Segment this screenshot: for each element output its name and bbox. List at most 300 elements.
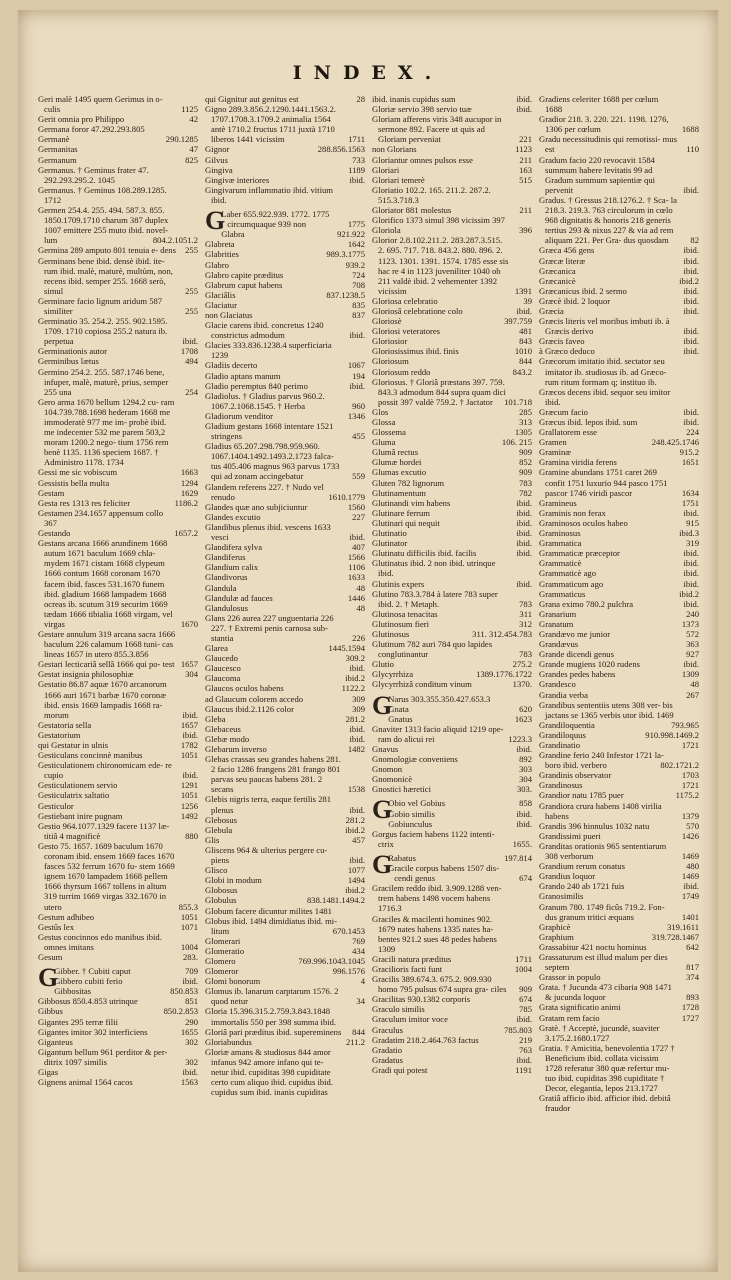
index-entry	[205, 704, 365, 714]
entry-page-ref: 211.2	[345, 1036, 365, 1047]
entry-page-ref: ibid.	[182, 729, 198, 740]
entry-term: Grassaturum est illud malum per dies septem	[539, 951, 668, 973]
index-entry	[205, 663, 365, 673]
entry-term: Glos	[372, 406, 389, 417]
entry-page-ref: 893	[686, 992, 699, 1003]
entry-term: Grandiloquentia	[539, 719, 595, 730]
entry-term: Glutinosum fieri	[372, 618, 430, 629]
index-entry	[205, 724, 365, 734]
entry-term: Glaciatur	[205, 299, 237, 310]
entry-term: Gloriosum	[372, 356, 409, 367]
index-entry	[539, 629, 699, 639]
entry-term: Græcanicus ibid. 2 sermo	[539, 285, 627, 296]
entry-term: Gracile corpus habens 1507 dis- cendi genus	[388, 863, 499, 884]
entry-term: Globulus	[205, 895, 237, 906]
index-entry	[205, 482, 365, 502]
entry-page-ref: 783	[519, 598, 532, 609]
entry-page-ref: ibid.3	[679, 528, 699, 539]
entry-page-ref: 1186.2	[174, 497, 198, 508]
entry-page-ref: 844	[519, 356, 532, 367]
entry-page-ref: 1067	[347, 360, 365, 371]
index-entry	[38, 165, 198, 185]
index-entry	[539, 306, 699, 316]
entry-term: Glebas crassas seu grandes habens 281. 2 facio 1286 frangens 281 frango 801 parvas seu paucas habens 281. 2 secans	[205, 754, 342, 795]
index-entry	[539, 195, 699, 245]
entry-term: Granosimilis	[539, 891, 584, 902]
entry-term: Globus ibid. 1494 dimidiatus ibid. mi- litum	[205, 915, 338, 936]
entry-page-ref: 1492	[180, 810, 198, 821]
index-entry	[372, 964, 532, 974]
entry-term: Græcis literis vel moribus imbuti ib. à Græcis derivo	[539, 316, 670, 337]
index-entry	[539, 891, 699, 901]
entry-term: Gigas	[38, 1067, 59, 1077]
entry-page-ref: ibid.	[349, 174, 365, 185]
entry-page-ref: ibid.	[182, 1067, 198, 1077]
entry-page-ref: 194	[352, 370, 365, 381]
index-entry	[372, 974, 532, 994]
entry-term: Glacie carens ibid. concretus 1240 constrictus admodum	[205, 320, 324, 341]
entry-term: Gloriola	[372, 225, 401, 236]
index-entry	[372, 144, 532, 154]
entry-page-ref: 211	[519, 205, 532, 216]
entry-term: Germinibus lætus	[38, 356, 99, 367]
entry-term: Gratam rem facio	[539, 1012, 600, 1023]
entry-page-ref: ibid.	[683, 346, 699, 357]
entry-term: Gibber. † Cubiti caput	[54, 966, 131, 977]
entry-term: Gestatoria sella	[38, 719, 92, 730]
entry-term: Grata. † Jucunda 473 cibaria 908 1471 & jucunda loquor	[539, 982, 672, 1003]
index-entry	[539, 1043, 699, 1093]
entry-page-ref: 1633	[347, 572, 365, 583]
index-entry	[372, 427, 532, 437]
entry-term: Grata significatio animi	[539, 1002, 621, 1013]
index-entry	[539, 134, 699, 154]
entry-term: Gradatio	[372, 1044, 403, 1055]
entry-term: Grande dicendi genus	[539, 649, 614, 660]
index-entry	[372, 809, 532, 819]
entry-term: Glutinari qui nequit	[372, 517, 440, 528]
index-entry	[372, 679, 532, 689]
entry-term: Glebaceus	[205, 723, 241, 734]
entry-term: Glebæ modo	[205, 733, 250, 744]
index-entry	[539, 417, 699, 427]
entry-term: Gloriosa celebratio	[372, 295, 438, 306]
entry-page-ref: 1749	[681, 891, 699, 902]
index-entry	[205, 229, 365, 239]
entry-page-ref: 1538	[347, 784, 365, 795]
entry-page-ref: ibid.	[349, 663, 365, 674]
entry-term: Glutinum 782 auri 784 quo lapides conglutinantur	[372, 639, 493, 660]
index-entry	[372, 316, 532, 326]
entry-page-ref: 1727	[681, 1012, 699, 1023]
entry-page-ref: ibid.	[683, 305, 699, 316]
entry-page-ref: 1077	[347, 865, 365, 876]
entry-term: Germinans bene ibid. densè ibid. ite- rum ibid. malè, maturè, multùm, non, recens ibid. semper 255. 1668 serò, simul	[38, 255, 173, 296]
entry-term: Glomus ib. lanarum carptarum 1576. 2 quod netur	[205, 986, 339, 1007]
index-entry	[539, 649, 699, 659]
entry-term: Glutinis expers	[372, 578, 425, 589]
entry-term: Gilvus	[205, 154, 228, 165]
index-entry	[372, 326, 532, 336]
entry-page-ref: 48	[356, 602, 365, 613]
entry-page-ref: ibid.	[182, 976, 198, 987]
index-entry	[539, 972, 699, 982]
entry-page-ref: ibid.	[516, 744, 532, 754]
index-entry	[539, 780, 699, 790]
index-entry	[205, 562, 365, 572]
entry-page-ref: 106. 215	[501, 437, 532, 448]
entry-term: Granarium	[539, 608, 577, 619]
entry-page-ref: ibid.	[516, 94, 532, 104]
index-entry	[372, 488, 532, 498]
entry-page-ref: 226	[352, 632, 365, 643]
index-entry	[539, 579, 699, 589]
entry-term: Glandes quæ ano subjiciuntur	[205, 501, 308, 512]
entry-term: Gloriari	[372, 164, 400, 175]
index-entry	[38, 508, 198, 528]
entry-term: Grallatorem esse	[539, 427, 597, 438]
index-entry	[372, 306, 532, 316]
entry-page-ref: 674	[519, 873, 532, 884]
index-entry	[539, 296, 699, 306]
index-entry	[205, 260, 365, 270]
index-entry	[372, 367, 532, 377]
entry-term: Grandævus	[539, 639, 579, 650]
index-entry	[372, 114, 532, 144]
entry-page-ref: 1782	[180, 740, 198, 750]
index-entry	[205, 175, 365, 185]
index-entry	[205, 421, 365, 441]
index-entry	[372, 954, 532, 964]
entry-page-ref: 302	[185, 1056, 198, 1067]
index-entry	[205, 916, 365, 936]
entry-page-ref: ibid.	[349, 723, 365, 734]
index-entry	[539, 740, 699, 750]
entry-page-ref: ibid.	[683, 285, 699, 296]
index-entry	[205, 391, 365, 411]
index-entry	[372, 883, 532, 913]
index-entry	[38, 720, 198, 730]
index-entry	[205, 320, 365, 340]
index-entry	[539, 700, 699, 720]
entry-page-ref: 1469	[681, 851, 699, 862]
index-entry	[539, 821, 699, 831]
entry-term: Gibbero cubiti ferio	[54, 976, 123, 987]
index-entry	[539, 498, 699, 508]
index-entry	[38, 932, 198, 952]
index-entry	[539, 336, 699, 346]
entry-page-ref: 892	[519, 754, 532, 765]
index-entry	[539, 568, 699, 578]
entry-page-ref: 572	[686, 628, 699, 639]
entry-page-ref: 281.2	[345, 713, 365, 724]
entry-page-ref: 1256	[180, 800, 198, 811]
entry-page-ref: 275.2	[512, 659, 532, 670]
entry-term: Gleba	[205, 713, 226, 724]
entry-page-ref: 1708	[180, 346, 198, 357]
index-entry	[539, 841, 699, 861]
index-entry	[38, 538, 198, 629]
index-entry	[372, 1004, 532, 1014]
entry-page-ref: 1446	[347, 592, 365, 603]
entry-page-ref: 285	[519, 406, 532, 417]
entry-page-ref: 39	[523, 295, 532, 306]
entry-page-ref: 921.922	[337, 229, 365, 240]
entry-term: Graciles & macilenti homines 902. 1679 nates habens 1335 nates ha- bentes 921.2 sues 48 pedes habens 1309	[372, 913, 497, 954]
index-entry	[372, 508, 532, 518]
index-entry	[205, 694, 365, 704]
index-entry	[372, 377, 532, 407]
entry-page-ref: ibid.2	[679, 275, 699, 286]
entry-page-ref: 843	[519, 336, 532, 347]
entry-page-ref: 1721	[681, 780, 699, 791]
entry-term: Glorior 2.8.102.211.2. 283.287.3.515. 2. 695. 717. 718. 843.2. 880. 896. 2. 1123. 1301. 1391. 1574. 1785 esse sis hac re 4 in 1123 juveniliter 1040 ob 211 valdè ibid. 2 vehementer 1392 vicissim	[372, 235, 509, 296]
entry-term: Glandiferus	[205, 552, 246, 563]
entry-page-ref: 1051	[180, 790, 198, 801]
index-entry	[372, 225, 532, 235]
entry-page-ref: ibid.	[516, 1014, 532, 1025]
index-entry	[372, 104, 532, 114]
entry-page-ref: 939.2	[345, 259, 365, 270]
index-entry	[539, 801, 699, 821]
entry-term: Græcè ibid. 2 loquor	[539, 295, 611, 306]
index-entry	[205, 794, 365, 814]
index-entry	[372, 994, 532, 1004]
index-entry	[539, 952, 699, 972]
index-entry	[372, 498, 532, 508]
entry-term: Gigantes 295 terræ filii	[38, 1016, 118, 1027]
entry-page-ref: ibid.	[683, 578, 699, 589]
entry-page-ref: ibid.	[683, 417, 699, 427]
index-entry	[372, 1014, 532, 1024]
entry-term: Gloriantur omnes pulsos esse	[372, 154, 473, 165]
index-entry	[38, 976, 198, 986]
index-entry	[372, 356, 532, 366]
entry-term: Gradum facio 220 revocavit 1584 summum habere levitatis 99 ad Gradum summum sapientiæ qui pervenit	[539, 154, 656, 195]
index-entry	[205, 976, 365, 986]
index-entry	[205, 411, 365, 421]
entry-page-ref: 909	[519, 467, 532, 478]
entry-term: Grassor in populo	[539, 972, 601, 983]
index-entry	[38, 679, 198, 719]
entry-term: Grandis 396 hinnulus 1032 natu	[539, 820, 650, 831]
entry-page-ref: 197.814	[504, 852, 532, 863]
entry-page-ref: 793.965	[671, 719, 699, 730]
entry-page-ref: 1294	[180, 477, 198, 488]
entry-term: Glabrum caput habens	[205, 279, 283, 290]
entry-page-ref: 1379	[681, 810, 699, 821]
index-entry	[38, 1047, 198, 1067]
entry-term: Gratè. † Acceptè, jucundè, suaviter 3.175.2.1680.1727	[539, 1022, 660, 1043]
entry-page-ref: 785	[519, 1004, 532, 1015]
entry-term: Glossa	[372, 417, 396, 427]
entry-term: Gradior 218. 3. 220. 221. 1198. 1276, 1306 per cœlum	[539, 114, 669, 135]
entry-term: Gigno 289.3.856.2.1290.1441.1563.2. 1707.1708.3.1709.2 animalia 1564 antè 1710.2 fructus 1711 juxtà 1710 liberos 1441 vicissim	[205, 104, 337, 145]
index-entry	[205, 714, 365, 724]
index-entry	[38, 922, 198, 932]
index-entry	[205, 290, 365, 300]
entry-page-ref: ibid.	[516, 497, 532, 508]
index-entry	[38, 760, 198, 780]
entry-term: Gestando	[38, 528, 71, 539]
index-entry	[38, 1017, 198, 1027]
entry-page-ref: 1309	[681, 669, 699, 680]
index-entry	[372, 457, 532, 467]
entry-page-ref: 825	[185, 154, 198, 165]
entry-term: Glutio	[372, 659, 394, 670]
index-entry	[205, 239, 365, 249]
entry-term: Gramine abundans 1751 caret 269 confit 1751 luxurio 944 pasco 1751 pascor 1746 viridi pascor	[539, 467, 668, 498]
entry-term: Glandulæ ad fauces	[205, 592, 273, 603]
index-entry	[372, 407, 532, 417]
index-entry	[38, 488, 198, 498]
entry-term: Gloriatio 102.2. 165. 211.2. 287.2. 515.3.718.3	[372, 184, 491, 205]
index-entry	[539, 1093, 699, 1113]
entry-page-ref: ibid.	[349, 330, 365, 341]
entry-page-ref: 48	[356, 582, 365, 593]
index-entry	[372, 754, 532, 764]
entry-term: Granum 780. 1749 ficûs 719.2. Fon- dus granum tritici æquans	[539, 901, 665, 922]
index-entry	[539, 508, 699, 518]
entry-page-ref: ibid.	[683, 184, 699, 195]
entry-page-ref: 850.2.853	[163, 1006, 198, 1017]
entry-page-ref: 960	[352, 400, 365, 411]
index-entry	[372, 579, 532, 589]
entry-term: Glandifera sylva	[205, 542, 263, 553]
index-entry	[205, 613, 365, 643]
entry-term: Gesticulatrix saltatio	[38, 790, 110, 801]
entry-term: Gingivæ interiores	[205, 174, 270, 185]
entry-term: Grana eximo 780.2 pulchra	[539, 598, 634, 609]
entry-term: Glutinosus	[372, 628, 410, 639]
section-initial: G	[372, 849, 393, 879]
entry-term: Gesta res 1313 res feliciter	[38, 497, 131, 508]
entry-term: Gracili natura præditus	[372, 953, 452, 964]
index-entry	[539, 790, 699, 800]
index-entry	[205, 144, 365, 154]
index-entry	[372, 235, 532, 296]
entry-term: Grandes pedes habens	[539, 669, 616, 680]
index-entry	[38, 467, 198, 477]
entry-page-ref: 804.2.1051.2	[152, 235, 198, 246]
entry-term: Rabatus	[388, 852, 416, 863]
entry-page-ref: 304	[519, 774, 532, 785]
index-entry	[539, 861, 699, 871]
entry-term: Glaciâlis	[205, 289, 236, 300]
entry-term: Gratia. † Amicitia, benevolentia 1727 † Beneficium ibid. collata vicissim 1728 referatur 380 quæ refertur mu- tuo ibid. cupiditas 398 cupiditate † Decor, elegantia, lepos 213.1727	[539, 1042, 675, 1094]
entry-page-ref: ibid.2	[345, 885, 365, 896]
entry-term: Gnavus	[372, 744, 399, 754]
index-entry	[539, 619, 699, 629]
entry-page-ref: 733	[352, 154, 365, 165]
index-entry	[539, 94, 699, 114]
entry-term: Gloriosissimus ibid. finis	[372, 346, 459, 357]
entry-term: Grandiloquus	[539, 729, 586, 740]
index-entry	[372, 558, 532, 578]
entry-page-ref: ibid.	[182, 770, 198, 781]
index-entry	[539, 902, 699, 922]
index-entry	[539, 467, 699, 497]
entry-page-ref: 570	[686, 820, 699, 831]
entry-page-ref: 224	[686, 427, 699, 438]
index-entry	[539, 669, 699, 679]
entry-page-ref: 1663	[180, 467, 198, 478]
entry-page-ref: 397.759	[504, 316, 532, 327]
entry-term: Glutinandi vim habens	[372, 497, 451, 508]
entry-page-ref: ibid.	[683, 336, 699, 347]
index-entry	[38, 1067, 198, 1077]
index-entry	[372, 165, 532, 175]
index-entry	[38, 750, 198, 760]
entry-term: Gracilem reddo ibid. 3.909.1288 ven- trem habens 1498 vocem habens 1716.3	[372, 883, 502, 914]
entry-term: Gladio peremptus 840 perimo	[205, 380, 308, 391]
index-entry	[38, 629, 198, 659]
entry-page-ref: 28	[356, 94, 365, 104]
entry-term: Græcia	[539, 305, 564, 316]
index-entry	[372, 1035, 532, 1045]
entry-page-ref: 996.1576	[332, 966, 365, 977]
entry-term: Gnomon	[372, 764, 403, 775]
index-entry	[205, 249, 365, 259]
entry-page-ref: ibid.	[182, 336, 198, 347]
entry-term: Gloriâ pari præditus ibid. supereminens	[205, 1026, 342, 1037]
entry-term: Gibbus	[38, 1006, 63, 1017]
entry-page-ref: ibid.	[349, 733, 365, 744]
index-entry	[539, 639, 699, 649]
index-entry	[38, 780, 198, 790]
index-entry	[539, 528, 699, 538]
entry-page-ref: 163	[519, 164, 532, 175]
entry-term: Graphicè	[539, 921, 571, 932]
entry-term: Gestam	[38, 487, 65, 498]
entry-page-ref: 855.3	[178, 901, 198, 912]
entry-page-ref: ibid.	[516, 1054, 532, 1065]
index-entry	[539, 538, 699, 548]
index-entry	[205, 542, 365, 552]
index-entry	[38, 841, 198, 912]
index-entry	[38, 821, 198, 841]
entry-page-ref: 1189	[348, 164, 365, 175]
index-entry	[38, 1077, 198, 1087]
entry-term: Gnaviter 1313 facio aliquid 1219 ope- ram do alicui rei	[372, 723, 504, 744]
entry-page-ref: 303.	[516, 784, 532, 795]
entry-term: Glomero	[205, 955, 236, 966]
page-title: INDEX.	[292, 62, 444, 84]
entry-term: Germino 254.2. 255. 587.1746 bene, infuper, malè, maturè, prius, semper 255 una	[38, 366, 169, 397]
index-entry	[38, 528, 198, 538]
entry-term: Glutinator	[372, 538, 408, 549]
index-entry	[372, 478, 532, 488]
entry-page-ref: 515	[519, 174, 532, 185]
entry-page-ref: 374	[686, 972, 699, 983]
entry-page-ref: ibid.	[516, 538, 532, 549]
index-entry	[539, 589, 699, 599]
index-entry	[539, 286, 699, 296]
entry-page-ref: ibid.	[349, 855, 365, 866]
entry-page-ref: 910.998.1469.2	[645, 729, 699, 740]
entry-page-ref: 311. 312.454.783	[472, 628, 532, 639]
entry-term: Globi in modum	[205, 875, 262, 886]
entry-page-ref: 434	[352, 945, 365, 956]
entry-page-ref: 1711	[348, 134, 365, 145]
entry-page-ref: 852	[519, 457, 532, 468]
entry-page-ref: 620	[519, 703, 532, 714]
entry-term: Grassabitur 421 noctu hominus	[539, 941, 647, 952]
entry-term: Grandium rerum conatus	[539, 861, 625, 872]
entry-page-ref: 1629	[180, 487, 198, 498]
entry-term: Grandine ferio 240 Infestor 1721 la- boro ibid. verbero	[539, 750, 664, 771]
index-entry	[205, 371, 365, 381]
